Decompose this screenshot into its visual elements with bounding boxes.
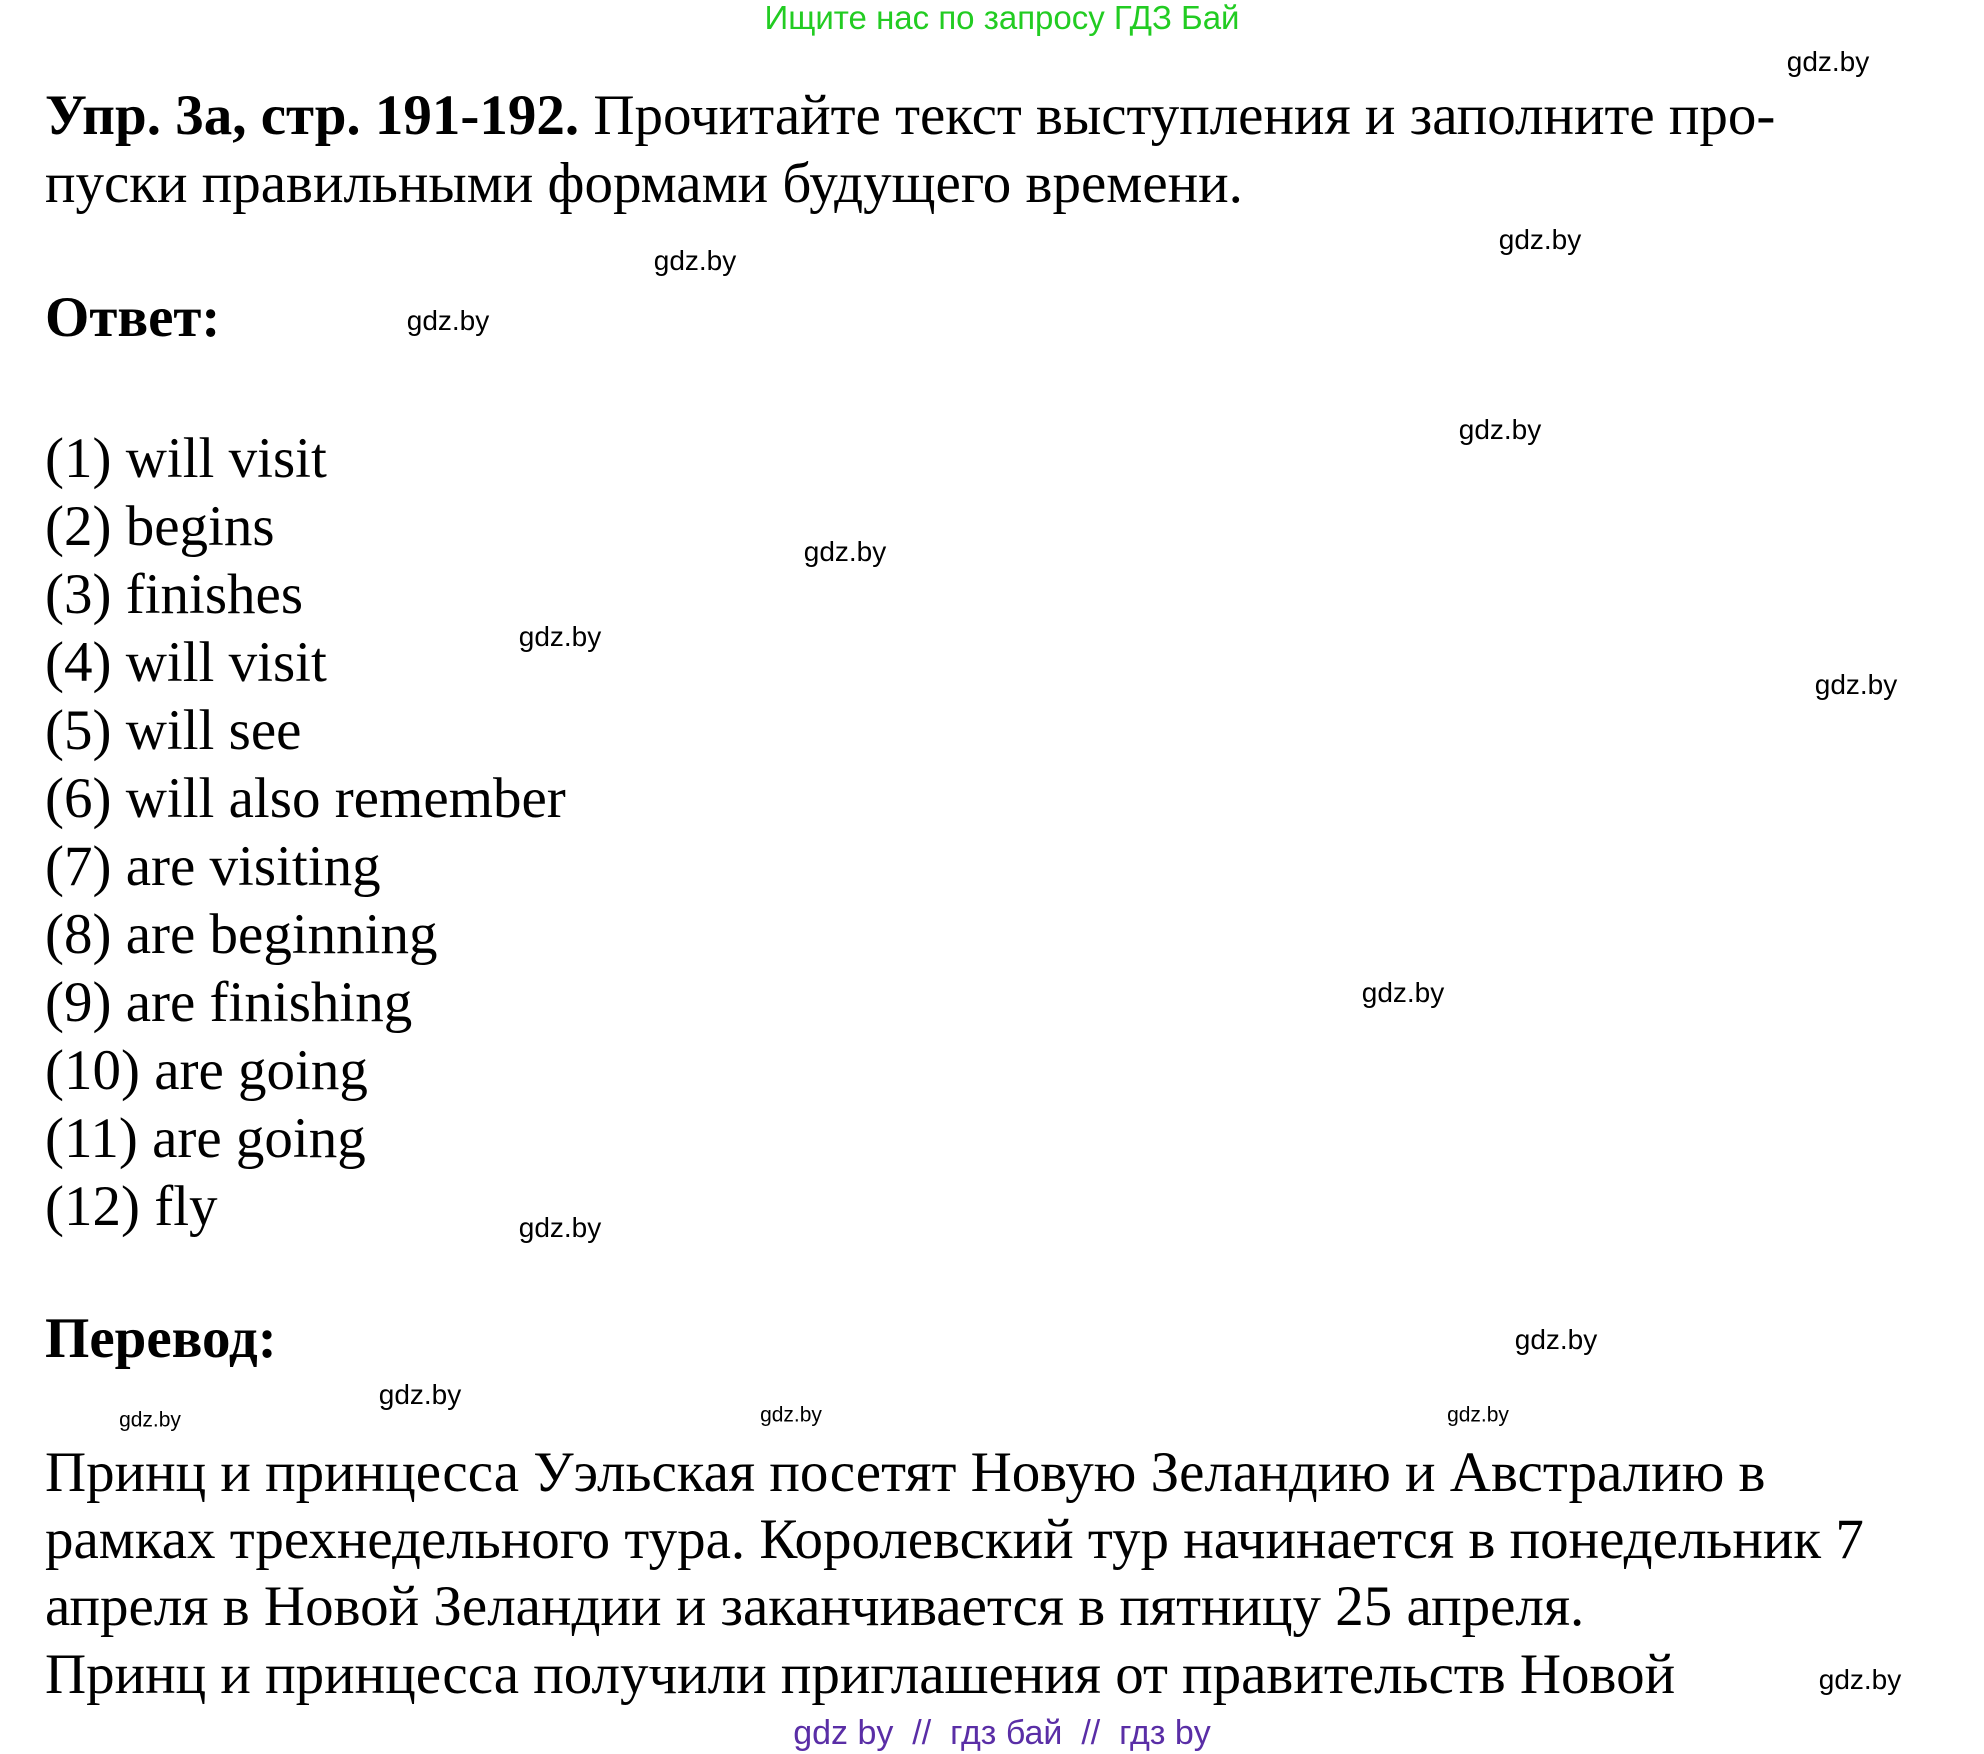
answer-item: (2) begins xyxy=(45,495,275,558)
watermark: gdz.by xyxy=(1514,1324,1598,1355)
watermark: gdz.by xyxy=(406,305,490,336)
translation-line: Принц и принцесса Уэльская посетят Новую Зеландию и Австралию в xyxy=(45,1441,1766,1504)
answer-item: (9) are finishing xyxy=(45,971,413,1034)
footer-links: gdz by // гдз бай // гдз by xyxy=(793,1714,1211,1752)
watermark: gdz.by xyxy=(378,1379,462,1410)
answer-item: (8) are beginning xyxy=(45,903,438,966)
translation-line: апреля в Новой Зеландии и заканчивается в пятницу 25 апреля. xyxy=(45,1575,1585,1638)
watermark: gdz.by xyxy=(653,245,737,276)
translation-line: Принц и принцесса получили приглашения от правительств Новой xyxy=(45,1643,1676,1706)
task-text: Прочитайте текст выступления и заполните про- xyxy=(593,84,1776,147)
search-banner: Ищите нас по запросу ГДЗ Бай xyxy=(764,0,1240,36)
watermark: gdz.by xyxy=(1814,669,1898,700)
watermark: gdz.by xyxy=(1498,224,1582,255)
answer-item: (3) finishes xyxy=(45,563,304,626)
task-label: Упр. 3а, стр. 191-192. xyxy=(45,84,580,147)
task-line-2: пуски правильными формами будущего времени. xyxy=(45,152,1243,215)
watermark: gdz.by xyxy=(1818,1664,1902,1695)
answer-item: (11) are going xyxy=(45,1107,366,1170)
answer-item: (10) are going xyxy=(45,1039,368,1102)
answer-list xyxy=(45,425,566,1241)
watermark: gdz.by xyxy=(1361,977,1445,1008)
translation-heading: Перевод: xyxy=(45,1307,277,1370)
watermark: gdz.by xyxy=(1786,46,1870,77)
watermark: gdz.by xyxy=(119,1408,181,1432)
answer-item: (4) will visit xyxy=(45,631,327,694)
watermark: gdz.by xyxy=(518,621,602,652)
task-line-1 xyxy=(45,84,1776,147)
translation-line: рамках трехнедельного тура. Королевский тур начинается в понедельник 7 xyxy=(45,1508,1864,1571)
answer-item: (5) will see xyxy=(45,699,302,762)
answer-heading: Ответ: xyxy=(45,286,221,349)
answer-item: (1) will visit xyxy=(45,427,327,490)
answer-item: (7) are visiting xyxy=(45,835,381,898)
answer-item: (12) fly xyxy=(45,1175,218,1238)
watermark: gdz.by xyxy=(1447,1403,1509,1427)
watermark: gdz.by xyxy=(1458,414,1542,445)
watermark: gdz.by xyxy=(760,1403,822,1427)
watermark: gdz.by xyxy=(518,1212,602,1243)
watermark: gdz.by xyxy=(803,536,887,567)
answer-item: (6) will also remember xyxy=(45,767,566,830)
